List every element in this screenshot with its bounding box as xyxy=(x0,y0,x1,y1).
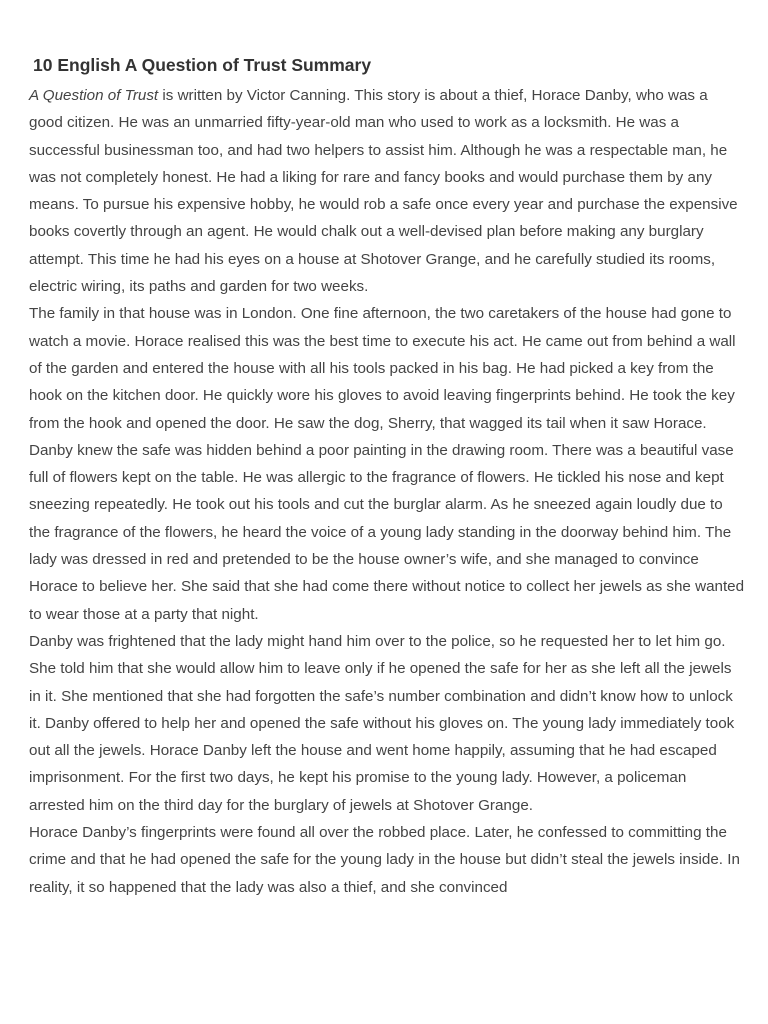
paragraph-4: Danby was frightened that the lady might hand him over to the police, so he requested her to let him go. She told him that she would allow him to leave only if he opened the safe for her as she left all the jewels in it. She mentioned that she had forgotten the safe’s number combination and didn’t know how to unlock it. Danby offered to help her and opened the safe without his gloves on. The young lady immediately took out all the jewels. Horace Danby left the house and went home happily, assuming that he had escaped imprisonment. For the first two days, he kept his promise to the young lady. However, a policeman arrested him on the third day for the burglary of jewels at Shotover Grange. xyxy=(29,632,735,814)
story-title-italic: A Question of Trust xyxy=(29,87,159,104)
article-title: 10 English A Question of Trust Summary xyxy=(33,55,372,75)
paragraph-3: Danby knew the safe was hidden behind a poor painting in the drawing room. There was a beautiful vase full of flowers kept on the table. He was allergic to the fragrance of flowers. He tickled his nose and kept sneezing repeatedly. He took out his tools and cut the burglar alarm. As he sneezed again loudly due to the fragrance of the flowers, he heard the voice of a young lady standing in the doorway behind him. The lady was dressed in red and pretended to be the house owner’s wife, and she managed to convince Horace to believe her. She said that she had come there without notice to collect her jewels as she wanted to wear those at a party that night. xyxy=(29,441,745,623)
article xyxy=(29,52,745,901)
paragraph-1 xyxy=(29,82,745,300)
paragraph-1-text: is written by Victor Canning. This story is about a thief, Horace Danby, who was a good citizen. He was an unmarried fifty-year-old man who used to work as a locksmith. He was a successful businessman too, and had two helpers to assist him. Although he was a respectable man, he was not completely honest. He had a liking for rare and fancy books and would purchase them by any means. To pursue his expensive hobby, he would rob a safe once every year and purchase the expensive books covertly through an agent. He would chalk out a well-devised plan before making any burglary attempt. This time he had his eyes on a house at Shotover Grange, and he carefully studied its rooms, electric wiring, its paths and garden for two weeks. xyxy=(29,87,738,296)
paragraph-5: Horace Danby’s fingerprints were found all over the robbed place. Later, he confessed to committing the crime and that he had opened the safe for the young lady in the house but didn’t steal the jewels inside. In reality, it so happened that the lady was also a thief, and she convinced xyxy=(29,824,740,896)
paragraph-2: The family in that house was in London. One fine afternoon, the two caretakers of the house had gone to watch a movie. Horace realised this was the best time to execute his act. He came out from behind a wall of the garden and entered the house with all his tools packed in his bag. He had picked a key from the hook on the kitchen door. He quickly wore his gloves to avoid leaving fingerprints behind. He took the key from the hook and opened the door. He saw the dog, Sherry, that wagged its tail when it saw Horace. xyxy=(29,305,736,432)
